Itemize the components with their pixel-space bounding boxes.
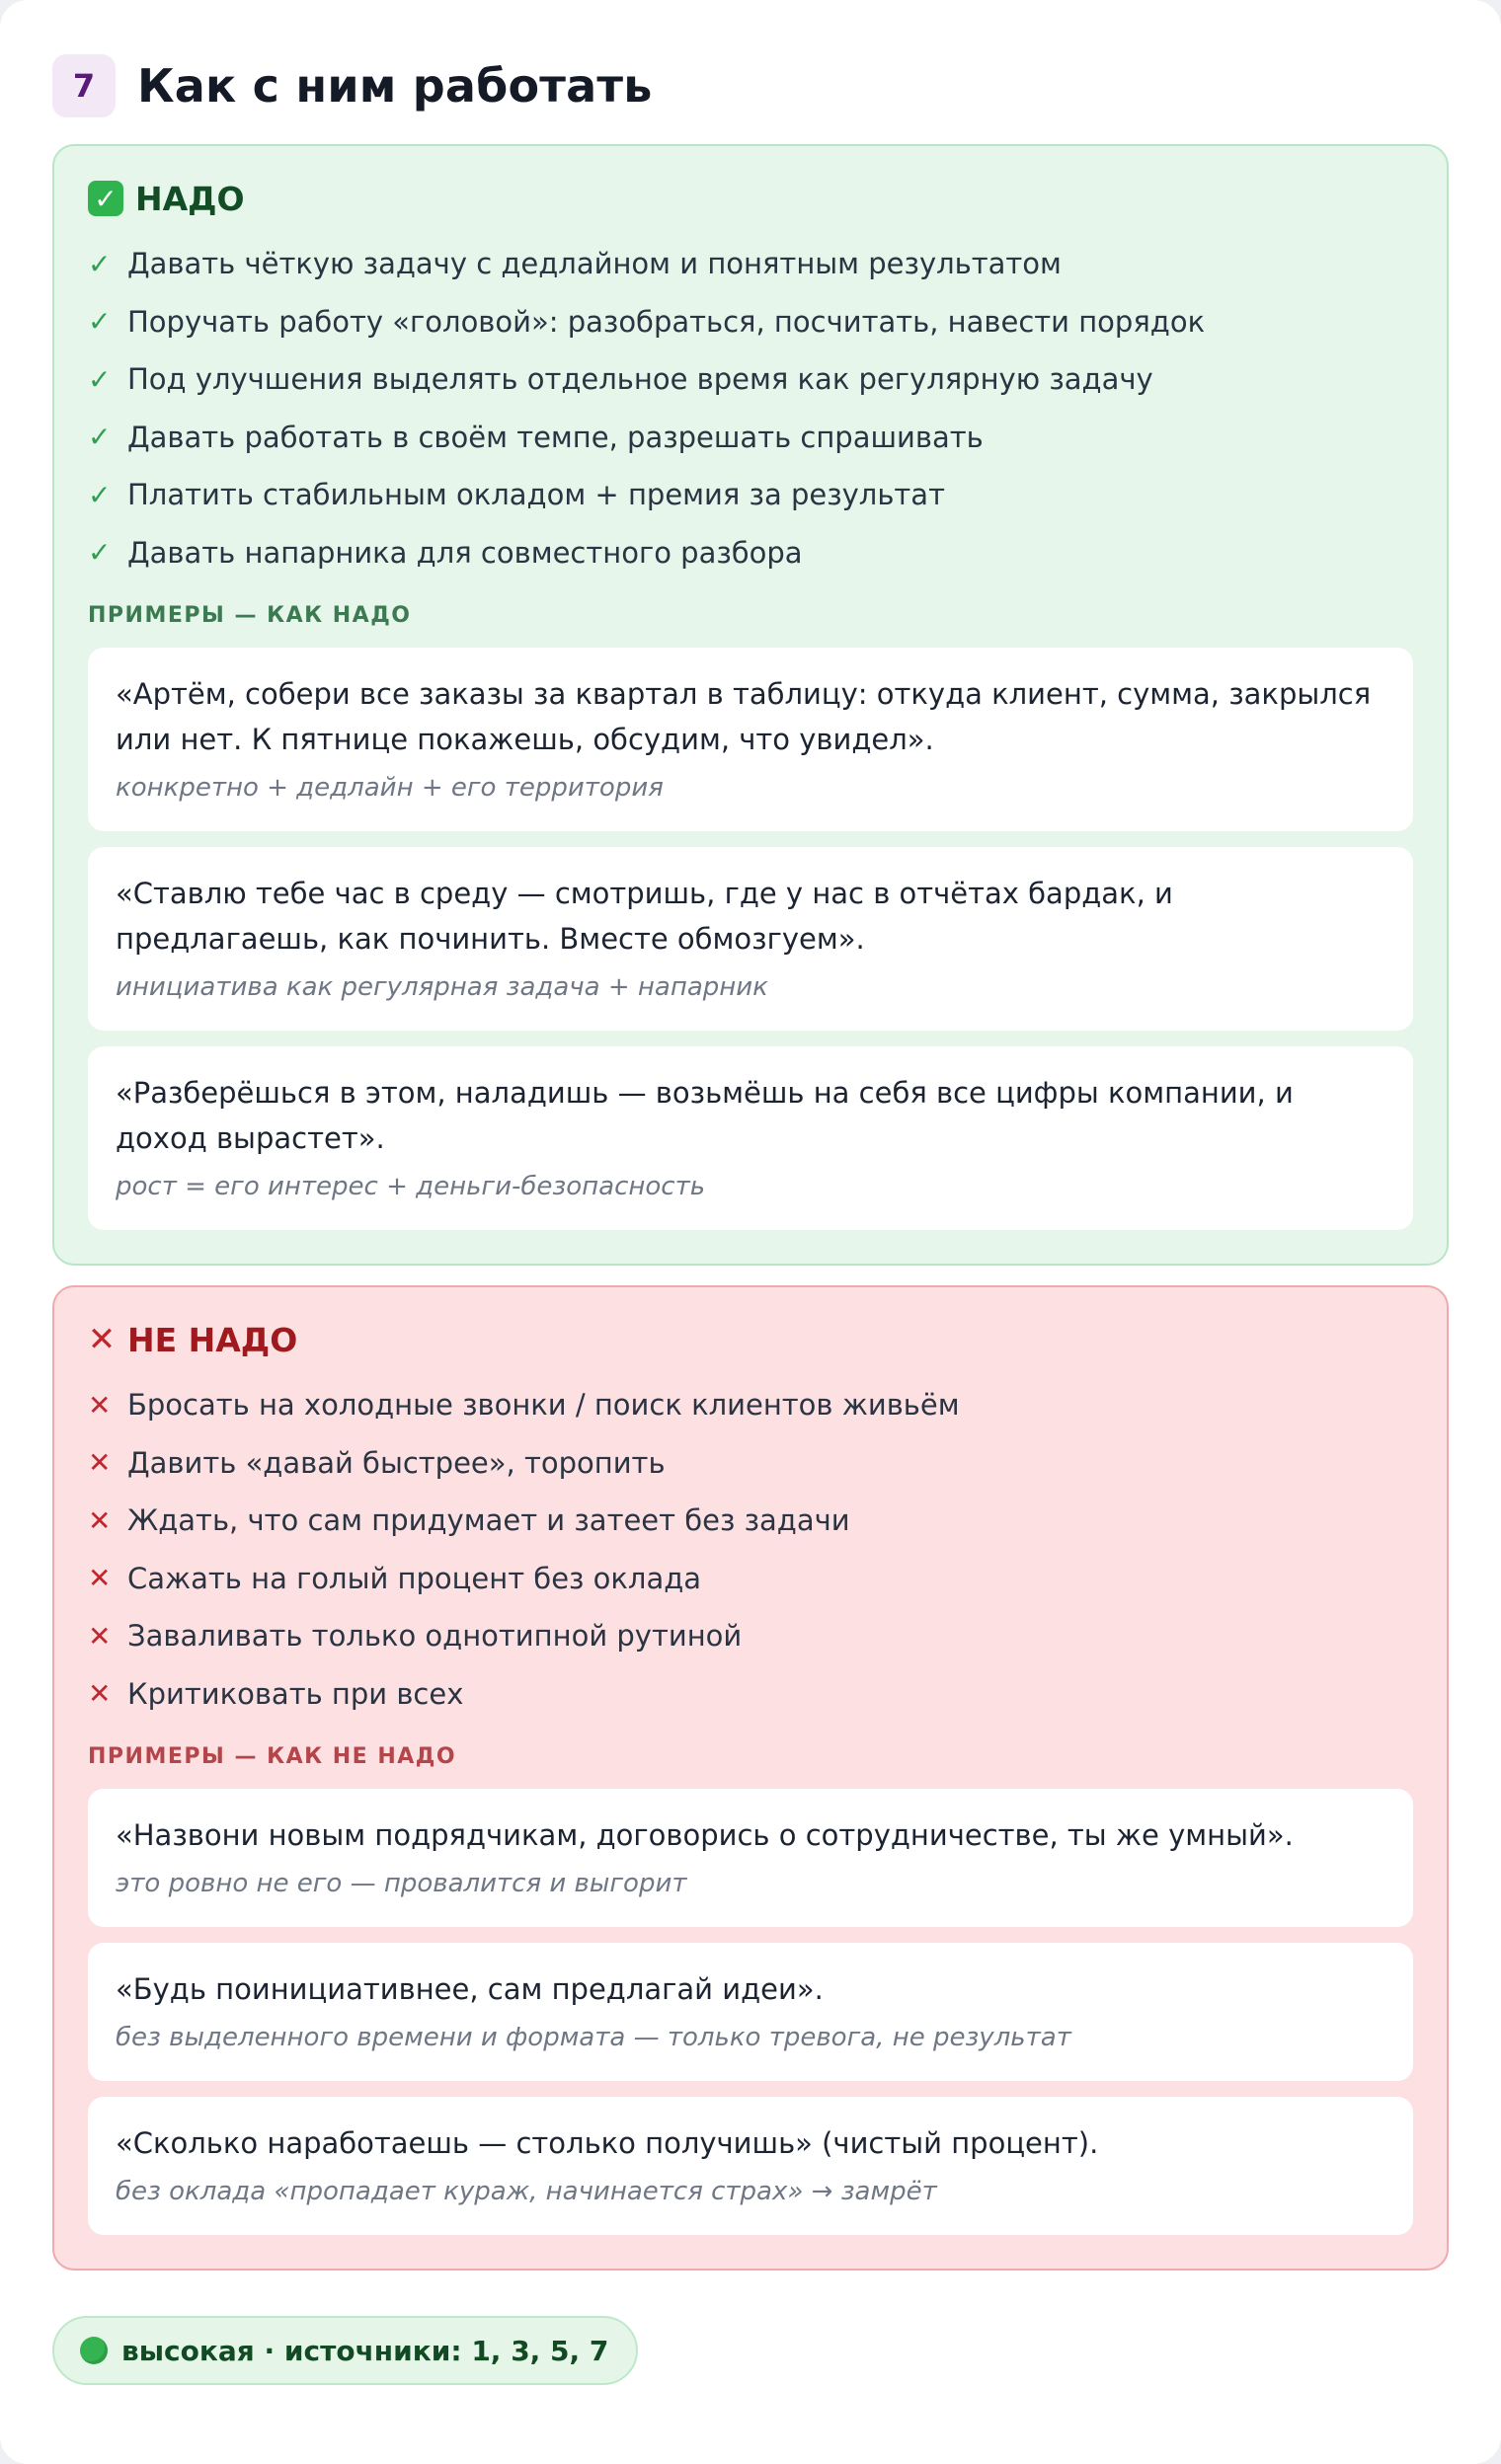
do-item-text: Давать работать в своём темпе, разрешать спрашивать [127,420,984,454]
dont-panel [52,1285,1449,2271]
do-heading-label: НАДО [135,179,245,218]
dont-item [88,1492,1413,1550]
dont-example-card [88,2097,1413,2235]
checkmark-icon: ✓ [88,421,112,454]
confidence-badge [52,2316,638,2385]
do-item [88,235,1413,293]
cross-mark-icon: ✕ [88,1503,112,1537]
example-note: без оклада «пропадает кураж, начинается страх» → замрёт [116,2177,937,2206]
do-item-text: Давать чёткую задачу с дедлайном и понятным результатом [127,247,1062,281]
do-item [88,350,1413,409]
example-quote: «Артём, собери все заказы за квартал в таблицу: откуда клиент, сумма, закрылся или нет. К пятнице покажешь, обсудим, что увидел». [116,677,1372,756]
dont-heading [88,1317,1413,1362]
example-note: рост = его интерес + деньги-безопасность [116,1172,706,1201]
dont-item-text: Сажать на голый процент без оклада [127,1561,702,1595]
dont-item-text: Заваливать только однотипной рутиной [127,1619,743,1654]
checkmark-icon: ✓ [88,536,112,570]
dont-example-card [88,1789,1413,1927]
do-example-card [88,648,1413,831]
dont-item-text: Давить «давай быстрее», торопить [127,1445,666,1480]
do-item [88,293,1413,351]
example-note: конкретно + дедлайн + его территория [116,773,664,803]
cross-mark-icon: ✕ [88,1677,112,1711]
example-note: без выделенного времени и формата — только тревога, не результат [116,2023,1071,2052]
checkmark-icon: ✓ [88,478,112,511]
do-item [88,409,1413,467]
green-circle-icon [80,2337,108,2364]
cross-mark-icon: ✕ [88,1388,112,1422]
section-title: Как с ним работать [137,59,653,113]
do-item-text: Платить стабильным окладом + премия за результат [127,478,945,512]
example-quote: «Будь поинициативнее, сам предлагай идеи». [116,1972,824,2006]
do-example-card [88,1046,1413,1230]
section-number-badge: 7 [52,54,116,117]
cross-icon: ✕ [87,1320,117,1359]
dont-list [88,1376,1413,1723]
example-quote: «Назвони новым подрядчикам, договорись о сотрудничестве, ты же умный». [116,1818,1294,1852]
dont-item [88,1376,1413,1434]
do-example-card [88,847,1413,1031]
dont-item-text: Бросать на холодные звонки / поиск клиентов живьём [127,1388,960,1423]
dont-examples-label: ПРИМЕРЫ — КАК НЕ НАДО [88,1744,457,1769]
checkmark-icon: ✓ [88,305,112,339]
do-list [88,235,1413,581]
do-item-text: Под улучшения выделять отдельное время как регулярную задачу [127,362,1153,397]
example-quote: «Ставлю тебе час в среду — смотришь, где у нас в отчётах бардак, и предлагаешь, как починить. Вместе обмозгуем». [116,877,1173,956]
example-note: инициатива как регулярная задача + напарник [116,972,768,1002]
example-quote: «Разберёшься в этом, наладишь — возьмёшь на себя все цифры компании, и доход вырастет». [116,1076,1294,1155]
example-note: это ровно не его — провалится и выгорит [116,1869,687,1898]
do-item [88,466,1413,524]
do-examples-label: ПРИМЕРЫ — КАК НАДО [88,603,412,628]
do-item-text: Давать напарника для совместного разбора [127,535,803,570]
confidence-label: высокая · источники: 1, 3, 5, 7 [121,2334,609,2367]
dont-examples [88,1789,1413,2235]
check-box-icon: ✓ [88,181,123,216]
do-panel [52,144,1449,1266]
example-quote: «Сколько наработаешь — столько получишь» (чистый процент). [116,2126,1099,2160]
dont-item [88,1434,1413,1493]
cross-mark-icon: ✕ [88,1619,112,1653]
dont-item-text: Критиковать при всех [127,1676,464,1711]
section-header [52,51,1449,120]
dont-item [88,1665,1413,1724]
do-item [88,524,1413,582]
do-heading [88,176,1413,221]
dont-item [88,1607,1413,1665]
checkmark-icon: ✓ [88,362,112,396]
dont-heading-label: НЕ НАДО [127,1320,298,1359]
cross-mark-icon: ✕ [88,1446,112,1480]
do-examples [88,648,1413,1230]
checkmark-icon: ✓ [88,247,112,280]
cross-mark-icon: ✕ [88,1562,112,1595]
dont-item-text: Ждать, что сам придумает и затеет без задачи [127,1503,850,1538]
dont-item [88,1550,1413,1608]
dont-example-card [88,1943,1413,2081]
do-item-text: Поручать работу «головой»: разобраться, посчитать, навести порядок [127,304,1206,339]
